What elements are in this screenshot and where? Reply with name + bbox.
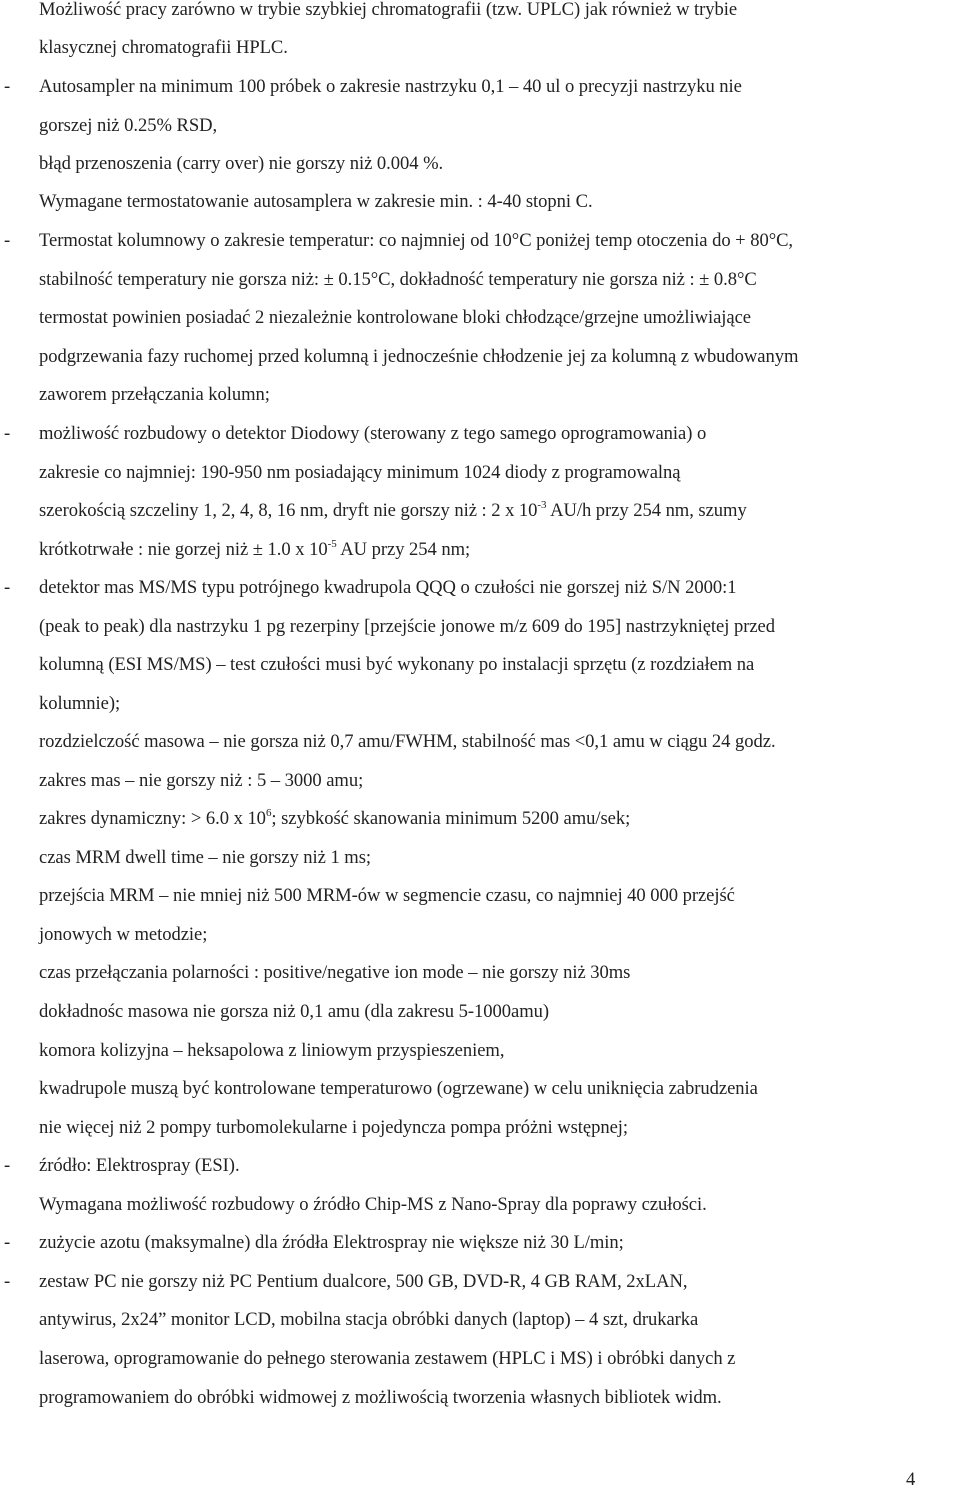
text-line: Możliwość pracy zarówno w trybie szybkiej chromatografii (tzw. UPLC) jak również w trybie [39, 0, 738, 20]
text-line: kolumną (ESI MS/MS) – test czułości musi być wykonany po instalacji sprzętu (z rozdziałem na [39, 654, 755, 675]
text-line: źródło: Elektrospray (ESI). [39, 1155, 240, 1176]
list-bullet: - [4, 1155, 11, 1176]
text-line: gorszej niż 0.25% RSD, [39, 115, 218, 136]
text-line: kwadrupole muszą być kontrolowane temperaturowo (ogrzewane) w celu uniknięcia zabrudzenia [39, 1078, 758, 1099]
text-line: Wymagana możliwość rozbudowy o źródło Chip-MS z Nano-Spray dla poprawy czułości. [39, 1194, 707, 1215]
text-line: Wymagane termostatowanie autosamplera w zakresie min. : 4-40 stopni C. [39, 191, 593, 212]
text-line: czas przełączania polarności : positive/negative ion mode – nie gorszy niż 30ms [39, 962, 631, 983]
list-bullet: - [4, 230, 11, 251]
text-line-with-exponent [39, 499, 747, 525]
text-segment: krótkotrwałe : nie gorzej niż ± 1.0 x 10 [39, 539, 328, 560]
text-line: Autosampler na minimum 100 próbek o zakresie nastrzyku 0,1 – 40 ul o precyzji nastrzyku nie [39, 76, 742, 97]
text-segment: zakres dynamiczny: > 6.0 x 10 [39, 808, 266, 829]
text-line: laserowa, oprogramowanie do pełnego sterowania zestawem (HPLC i MS) i obróbki danych z [39, 1348, 736, 1369]
text-line: zakresie co najmniej: 190-950 nm posiadający minimum 1024 diody z programowalną [39, 462, 681, 483]
text-line: jonowych w metodzie; [39, 924, 208, 945]
exponent: -5 [327, 538, 337, 550]
exponent: 6 [265, 807, 272, 819]
text-line: przejścia MRM – nie mniej niż 500 MRM-ów w segmencie czasu, co najmniej 40 000 przejść [39, 885, 735, 906]
text-line-with-exponent [39, 807, 630, 833]
text-line-with-exponent [39, 538, 470, 564]
text-line: kolumnie); [39, 693, 121, 714]
text-line: antywirus, 2x24” monitor LCD, mobilna stacja obróbki danych (laptop) – 4 szt, drukarka [39, 1309, 699, 1330]
text-line: programowaniem do obróbki widmowej z możliwością tworzenia własnych bibliotek widm. [39, 1387, 722, 1408]
list-bullet: - [4, 423, 11, 444]
list-bullet: - [4, 577, 11, 598]
text-line: rozdzielczość masowa – nie gorsza niż 0,7 amu/FWHM, stabilność mas <0,1 amu w ciągu 24 godz. [39, 731, 776, 752]
text-line: detektor mas MS/MS typu potrójnego kwadrupola QQQ o czułości nie gorszej niż S/N 2000:1 [39, 577, 737, 598]
list-bullet: - [4, 1232, 11, 1253]
text-line: termostat powinien posiadać 2 niezależnie kontrolowane bloki chłodzące/grzejne umożliwiające [39, 307, 752, 328]
text-line: zużycie azotu (maksymalne) dla źródła Elektrospray nie większe niż 30 L/min; [39, 1232, 624, 1253]
text-line: komora kolizyjna – heksapolowa z liniowym przyspieszeniem, [39, 1040, 505, 1061]
text-line: stabilność temperatury nie gorsza niż: ± 0.15°C, dokładność temperatury nie gorsza niż : ± 0.8°C [39, 269, 757, 290]
text-line: czas MRM dwell time – nie gorszy niż 1 ms; [39, 847, 372, 868]
text-line: zaworem przełączania kolumn; [39, 384, 270, 405]
text-line: możliwość rozbudowy o detektor Diodowy (sterowany z tego samego oprogramowania) o [39, 423, 707, 444]
text-line: (peak to peak) dla nastrzyku 1 pg rezerpiny [przejście jonowe m/z 609 do 195] nastrzykniętej przed [39, 616, 775, 637]
text-line: zestaw PC nie gorszy niż PC Pentium dualcore, 500 GB, DVD-R, 4 GB RAM, 2xLAN, [39, 1271, 688, 1292]
text-segment: AU/h przy 254 nm, szumy [546, 500, 747, 521]
text-line: Termostat kolumnowy o zakresie temperatur: co najmniej od 10°C poniżej temp otoczenia do + 80°C, [39, 230, 794, 251]
text-line: błąd przenoszenia (carry over) nie gorszy niż 0.004 %. [39, 153, 444, 174]
list-bullet: - [4, 1271, 11, 1292]
text-segment: AU przy 254 nm; [336, 539, 471, 560]
text-segment: ; szybkość skanowania minimum 5200 amu/sek; [271, 808, 631, 829]
text-line: klasycznej chromatografii HPLC. [39, 37, 288, 58]
text-line: zakres mas – nie gorszy niż : 5 – 3000 amu; [39, 770, 364, 791]
list-bullet: - [4, 76, 11, 97]
page-number: 4 [906, 1469, 916, 1490]
text-line: nie więcej niż 2 pompy turbomolekularne i pojedyncza pompa próżni wstępnej; [39, 1117, 629, 1138]
text-segment: szerokością szczeliny 1, 2, 4, 8, 16 nm, dryft nie gorszy niż : 2 x 10 [39, 500, 538, 521]
text-line: dokładnośc masowa nie gorsza niż 0,1 amu (dla zakresu 5-1000amu) [39, 1001, 550, 1022]
exponent: -3 [537, 499, 547, 511]
text-line: podgrzewania fazy ruchomej przed kolumną i jednocześnie chłodzenie jej za kolumną z wbudowanym [39, 346, 799, 367]
